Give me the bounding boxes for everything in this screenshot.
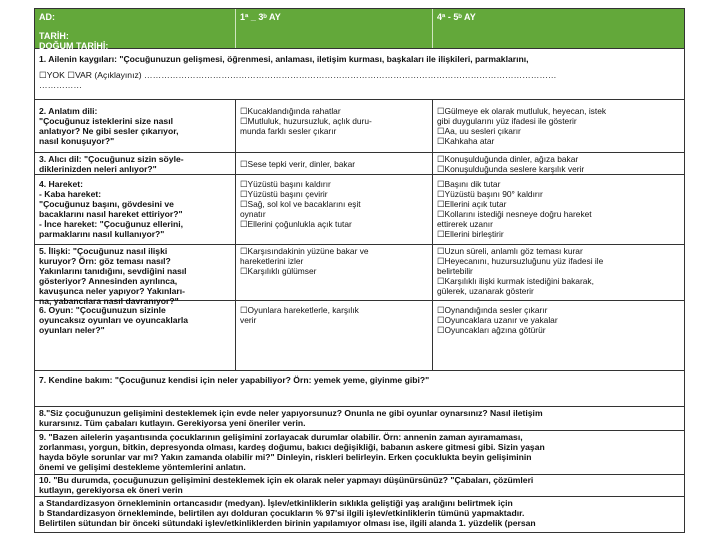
risks-1: zorlanması, yorgun, bitkin, depresyonda olması, kardeş doğumu, bakıcı değişikliği, babanın askere gitmesi gibi. Sizin yaşan xyxy=(39,442,545,452)
footnotes xyxy=(35,497,684,532)
form-header xyxy=(35,9,684,49)
checkbox-item[interactable]: ☐Oyuncakları ağzına götürür xyxy=(437,325,546,335)
motor-q-2: "Çocuğunuz başını, gövdesini ve xyxy=(39,199,174,209)
column-1-3-months: 1ª _ 3ᵇ AY xyxy=(240,12,281,22)
checkbox-item[interactable]: ☐Yüzüstü başını 90° kaldırır xyxy=(437,189,543,199)
checkbox-item[interactable]: ☐Gülmeye ek olarak mutluluk, heyecan, istek xyxy=(437,106,607,116)
checkbox-item[interactable]: ☐Yüzüstü başını kaldırır xyxy=(240,179,331,189)
development-form xyxy=(34,8,685,533)
column-4-5-months: 4ª - 5ᵇ AY xyxy=(437,12,476,22)
motor-q-5: parmaklarını nasıl kullanıyor?" xyxy=(39,229,165,239)
date-label: TARİH: xyxy=(39,31,69,41)
concerns-options: ☐YOK ☐VAR (Açıklayınız) ……………………………………………………………………………………………………………………………… xyxy=(39,70,557,80)
motor-q-0: 4. Hareket: xyxy=(39,179,83,189)
checkbox-item[interactable]: ☐Kahkaha atar xyxy=(437,136,495,146)
expressive-q-1: "Çocuğunuz isteklerini size nasıl xyxy=(39,116,173,126)
checkbox-item-cont: hareketlerini izler xyxy=(240,256,304,266)
footnote-b: b Standardizasyon örnekleminde, belirtilen ayı dolduran çocukların % 97'si ilgili işlev/etkinliklerin tümünü yapmaktadır. xyxy=(39,508,525,518)
section-self-care xyxy=(35,371,684,407)
checkbox-item[interactable]: ☐Uzun süreli, anlamlı göz teması kurar xyxy=(437,246,583,256)
expressive-q-3: nasıl konuşuyor?" xyxy=(39,136,115,146)
section-play xyxy=(35,301,684,371)
motor-q-3: bacaklarını nasıl hareket ettiriyor?" xyxy=(39,209,183,219)
relationship-q-1: kuruyor? Örn: göz teması nasıl? xyxy=(39,256,171,266)
receptive-q-0: 3. Alıcı dil: "Çocuğunuz sizin söyle- xyxy=(39,154,184,164)
section-motor xyxy=(35,175,684,245)
relationship-q-3: gösteriyor? Annesinden ayrılınca, xyxy=(39,276,178,286)
checkbox-item[interactable]: ☐Oyuncaklara uzanır ve yakalar xyxy=(437,315,558,325)
checkbox-item[interactable]: ☐Oyunlara hareketlerle, karşılık xyxy=(240,305,359,315)
relationship-q-2: Yakınlarını tanıdığını, sevdiğini nasıl xyxy=(39,266,187,276)
footnote-a: a Standardizasyon örnekleminin ortancasıdır (medyan). İşlev/etkinliklerin sıklıkla geliştiği yaş aralığını belirtmek için xyxy=(39,498,513,508)
concerns-dots: …………… xyxy=(39,80,82,90)
section-family-concerns xyxy=(35,49,684,100)
checkbox-item-cont: ettirerek uzanır xyxy=(437,219,493,229)
section-expressive-language xyxy=(35,100,684,153)
risks-0: 9. "Bazen ailelerin yaşantısında çocuklarının gelişimini zorlayacak durumlar olabilir. Örn: annenin zaman ayıramaması, xyxy=(39,432,523,442)
checkbox-item[interactable]: ☐Karşısındakinin yüzüne bakar ve xyxy=(240,246,369,256)
motor-q-4: - İnce hareket: "Çocuğunuz ellerini, xyxy=(39,219,183,229)
self-care-question: 7. Kendine bakım: "Çocuğunuz kendisi için neler yapabiliyor? Örn: yemek yeme, giyinme gibi?" xyxy=(39,375,430,385)
checkbox-item[interactable]: ☐Başını dik tutar xyxy=(437,179,501,189)
checkbox-item-cont: oynatır xyxy=(240,209,266,219)
relationship-q-5: na, yabancılara nasıl davranıyor?" xyxy=(39,296,179,306)
checkbox-item[interactable]: ☐Mutluluk, huzursuzluk, açlık duru- xyxy=(240,116,372,126)
home-support-1: kurarsınız. Tüm çabaları kutlayın. Gerekiyorsa yeni öneriler verin. xyxy=(39,418,306,428)
checkbox-item-cont: verir xyxy=(240,315,257,325)
section-receptive-language xyxy=(35,153,684,175)
checkbox-item-cont: belirtebilir xyxy=(437,266,473,276)
name-label: AD: xyxy=(39,12,55,22)
checkbox-item[interactable]: ☐Kucaklandığında rahatlar xyxy=(240,106,341,116)
play-q-0: 6. Oyun: "Çocuğunuzun sizinle xyxy=(39,305,166,315)
section-relationship xyxy=(35,245,684,306)
checkbox-item[interactable]: ☐Konuşulduğunda seslere karşılık verir xyxy=(437,164,585,174)
footnote-b-cont: Belirtilen sütundan bir önceki sütundaki işlev/etkinliklerden birinin yapılamıyor olması ise, ilgili alanda 1. yüzdelik (persan xyxy=(39,518,536,528)
checkbox-item[interactable]: ☐Aa, uu sesleri çıkarır xyxy=(437,126,521,136)
motor-q-1: - Kaba hareket: xyxy=(39,189,102,199)
home-support-0: 8."Siz çocuğunuzun gelişimini desteklemek için evde neler yapıyorsunuz? Onunla ne gibi oyunlar oynarsınız? Nasıl iletişim xyxy=(39,408,543,418)
risks-3: önemi ve gelişimi destekleme yöntemlerini anlatın. xyxy=(39,462,246,472)
checkbox-item[interactable]: ☐Sağ, sol kol ve bacaklarını eşit xyxy=(240,199,361,209)
expressive-q-0: 2. Anlatım dili: xyxy=(39,106,98,116)
checkbox-item[interactable]: ☐Karşılıklı gülümser xyxy=(240,266,317,276)
section-plans xyxy=(35,475,684,497)
checkbox-item[interactable]: ☐Heyecanını, huzursuzluğunu yüz ifadesi ile xyxy=(437,256,604,266)
section-risks xyxy=(35,431,684,475)
concerns-question: 1. Ailenin kaygıları: "Çocuğunuzun gelişmesi, öğrenmesi, anlaması, iletişim kurması, başkaları ile ilişkileri, parmaklarını, xyxy=(39,54,529,64)
checkbox-item[interactable]: ☐Sese tepki verir, dinler, bakar xyxy=(240,159,356,169)
section-home-support xyxy=(35,407,684,431)
checkbox-item[interactable]: ☐Ellerini birleştirir xyxy=(437,229,504,239)
checkbox-item[interactable]: ☐Yüzüstü başını çevirir xyxy=(240,189,328,199)
receptive-q-1: diklerinizden neleri anlıyor?" xyxy=(39,164,157,174)
checkbox-item-cont: gibi duygularını yüz ifadesi ile gösterir xyxy=(437,116,577,126)
play-q-2: oyunları neler?" xyxy=(39,325,105,335)
checkbox-item[interactable]: ☐Konuşulduğunda dinler, ağıza bakar xyxy=(437,154,579,164)
play-q-1: oyuncaksız oyunları ve oyuncaklarla xyxy=(39,315,189,325)
relationship-q-4: kavuşunca neler yapıyor? Yakınları- xyxy=(39,286,186,296)
risks-2: hayda böyle sorunlar var mı? Yakın zamanda olabilir mi?" Dinleyin, riskleri belirleyin. Erken çocuklukta beyin gelişiminin xyxy=(39,452,532,462)
checkbox-item[interactable]: ☐Oynandığında sesler çıkarır xyxy=(437,305,548,315)
plans-0: 10. "Bu durumda, çocuğunuzun gelişimini desteklemek için ek olarak neler yapmayı düşünürsünüz? "Çabaları, çözümleri xyxy=(39,475,534,485)
plans-1: kutlayın, gerekiyorsa ek öneri verin xyxy=(39,485,183,495)
checkbox-item[interactable]: ☐Kollarını istediği nesneye doğru hareket xyxy=(437,209,592,219)
checkbox-item[interactable]: ☐Ellerini açık tutar xyxy=(437,199,507,209)
checkbox-item[interactable]: ☐Karşılıklı ilişki kurmak istediğini bakarak, xyxy=(437,276,594,286)
checkbox-item-cont: gülerek, uzanarak gösterir xyxy=(437,286,534,296)
checkbox-item-cont: munda farklı sesler çıkarır xyxy=(240,126,337,136)
expressive-q-2: anlatıyor? Ne gibi sesler çıkarıyor, xyxy=(39,126,179,136)
relationship-q-0: 5. İlişki: "Çocuğunuz nasıl ilişki xyxy=(39,246,168,256)
birth-date-label: DOĞUM TARİHİ: xyxy=(39,41,109,51)
checkbox-item[interactable]: ☐Ellerini çoğunlukla açık tutar xyxy=(240,219,352,229)
